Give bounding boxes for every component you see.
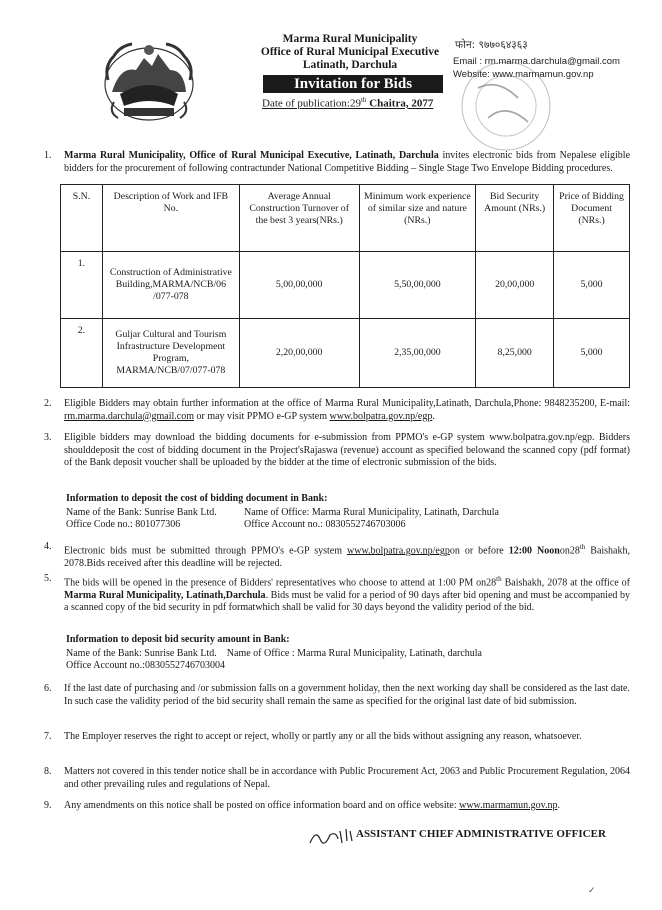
- column-header: Price of Bidding Document (NRs.): [554, 185, 630, 252]
- item-4-bold: 12:00 Noon: [508, 545, 560, 557]
- item-5-part-b: Baishakh, 2078 at the office of: [501, 577, 630, 589]
- table-cell: 20,00,000: [476, 252, 554, 319]
- pub-date-label: Date of publication:29: [262, 97, 361, 110]
- column-header: S.N.: [61, 185, 103, 252]
- notice-title: Invitation for Bids: [263, 75, 443, 93]
- bids-table: [60, 184, 630, 388]
- table-cell: 1.: [61, 252, 103, 319]
- nepal-emblem-logo: [100, 36, 198, 124]
- bank1-heading: Information to deposit the cost of bidding document in Bank:: [66, 493, 328, 504]
- table-cell: 5,000: [554, 252, 630, 319]
- table-cell: 2,20,00,000: [239, 319, 359, 388]
- item-number-8: 8.: [44, 766, 52, 777]
- item-4-part-b: on or before: [449, 545, 509, 557]
- item-number-9: 9.: [44, 800, 52, 811]
- item-2-part-c: .: [432, 410, 435, 422]
- item-number-2: 2.: [44, 398, 52, 409]
- table-cell: 2,35,00,000: [359, 319, 476, 388]
- item-4-part-d: Baishakh, 2078.Bids received after this deadline will be rejected.: [64, 545, 630, 569]
- item-9-text: [64, 800, 630, 813]
- office-name: Office of Rural Municipal Executive: [260, 46, 440, 58]
- item-5-bold: Marma Rural Municipality, Latinath,Darchula: [64, 589, 266, 601]
- table-cell: 5,00,00,000: [239, 252, 359, 319]
- table-row: [61, 319, 630, 388]
- egp-link[interactable]: www.bolpatra.gov.np/egp: [347, 545, 450, 557]
- bank2-heading: Information to deposit bid security amount in Bank:: [66, 634, 290, 645]
- email-link[interactable]: rm.marma.darchula@gmail.com: [64, 410, 194, 422]
- signatory-title: ASSISTANT CHIEF ADMINISTRATIVE OFFICER: [356, 828, 606, 840]
- item-number-6: 6.: [44, 683, 52, 694]
- website-link[interactable]: www.marmamun.gov.np: [459, 800, 558, 811]
- item-1-body: invites electronic bids from Nepalese eligible bidders for the procurement of following contractunder National Competitive Bidding – Single Stage Two Envelope Bidding procedures.: [64, 150, 631, 174]
- table-cell: Guljar Cultural and Tourism Infrastructure Development Program, MARMA/NCB/07/077-078: [102, 319, 239, 388]
- item-1-text: [64, 150, 630, 175]
- bank2-line-2: Office Account no.:0830552746703004: [66, 660, 225, 671]
- bank1-bank-name: Name of the Bank: Sunrise Bank Ltd.: [66, 507, 217, 518]
- item-4-part-c: on28: [559, 545, 580, 557]
- item-7-text: The Employer reserves the right to accept or reject, wholly or partly any or all the bids without assigning any reason, whatsoever.: [64, 731, 582, 742]
- item-2-text: [64, 398, 630, 423]
- item-number-5: 5.: [44, 573, 52, 584]
- item-5-text: [64, 573, 630, 615]
- scan-mark: ✓: [588, 885, 596, 895]
- item-9-part-a: Any amendments on this notice shall be posted on office information board and on office website:: [64, 800, 460, 811]
- item-3-text: Eligible bidders may download the bidding documents for e-submission from PPMO's e-GP system www.bolpatra.gov.np/egp. Bidders shoulddeposit the cost of bidding document in the Project'sRajaswa (revenue) account as specified belowand the scanned copy (pdf format) of the Bank deposit voucher shall be uploaded by the bidder at the time of electronic submission of the bids.: [64, 432, 630, 468]
- phone-number: फोन: ९७७०६४३६३: [455, 39, 528, 51]
- bank1-office-code: Office Code no.: 801077306: [66, 519, 181, 530]
- item-number-3: 3.: [44, 432, 52, 443]
- item-5-part-c: . Bids must be valid for a period of 90 days after bid opening and must be accompanied by a scanned copy of the bid security in pdf formatwhich shall be valid for 30 days beyond the validity period of the bid.: [64, 589, 630, 614]
- table-cell: 5,000: [554, 319, 630, 388]
- item-number-4: 4.: [44, 541, 52, 552]
- municipality-name: Marma Rural Municipality: [282, 33, 418, 45]
- column-header: Minimum work experience of similar size and nature (NRs.): [359, 185, 476, 252]
- office-seal-stamp: [458, 58, 554, 154]
- item-8-text: Matters not covered in this tender notice shall be in accordance with Public Procurement Act, 2063 and Public Procurement Regulation, 2064 and other prevailing rules and regulations of Nepal.: [64, 766, 630, 790]
- item-4-text: [64, 541, 630, 570]
- table-cell: 2.: [61, 319, 103, 388]
- table-cell: Construction of Administrative Building,MARMA/NCB/06 /077-078: [102, 252, 239, 319]
- item-4-sup: th: [579, 543, 586, 551]
- item-2-part-b: or may visit PPMO e-GP system: [194, 410, 330, 422]
- item-4-part-a: Electronic bids must be submitted through PPMO's e-GP system: [64, 545, 348, 557]
- bank1-office-name: Name of Office: Marma Rural Municipality, Latinath, Darchula: [244, 507, 499, 518]
- pub-date-sup: th: [360, 96, 367, 104]
- handwritten-signature: [306, 825, 356, 849]
- bank1-account: Office Account no.: 0830552746703006: [244, 519, 406, 530]
- item-1-bold: Marma Rural Municipality, Office of Rural Municipal Executive, Latinath, Darchula: [64, 150, 439, 161]
- item-5-sup: th: [496, 575, 502, 583]
- contact-email: Email : rm.marma.darchula@gmail.com: [453, 56, 620, 67]
- item-9-part-b: .: [557, 800, 561, 811]
- office-location: Latinath, Darchula: [302, 59, 398, 71]
- table-row: [61, 252, 630, 319]
- column-header: Average Annual Construction Turnover of the best 3 years(NRs.): [239, 185, 359, 252]
- egp-link[interactable]: www.bolpatra.gov.np/egp: [329, 410, 433, 422]
- bank2-line-1: Name of the Bank: Sunrise Bank Ltd. Name of Office : Marma Rural Municipality, Latinath, darchula: [66, 648, 482, 659]
- publication-date: [262, 96, 433, 110]
- contact-website: Website: www.marmamun.gov.np: [453, 69, 594, 80]
- item-number-7: 7.: [44, 731, 52, 742]
- item-number-1: 1.: [44, 150, 52, 161]
- pub-date-rest: Chaitra, 2077: [366, 97, 434, 110]
- item-5-part-a: The bids will be opened in the presence of Bidders' representatives who choose to attend at 1:00 PM on28: [64, 577, 497, 589]
- table-cell: 5,50,00,000: [359, 252, 476, 319]
- column-header: Bid Security Amount (NRs.): [476, 185, 554, 252]
- table-header-row: [61, 185, 630, 252]
- column-header: Description of Work and IFB No.: [102, 185, 239, 252]
- table-cell: 8,25,000: [476, 319, 554, 388]
- item-2-part-a: Eligible Bidders may obtain further information at the office of Marma Rural Municipality,Latinath, Darchula,Phone: 9848235200, E-mail:: [64, 398, 630, 409]
- item-6-text: If the last date of purchasing and /or submission falls on a government holiday, then the next working day shall be considered as the last date. In such case the validity period of the bid security shall remain the same as specified for the original last date of bid submission.: [64, 683, 630, 707]
